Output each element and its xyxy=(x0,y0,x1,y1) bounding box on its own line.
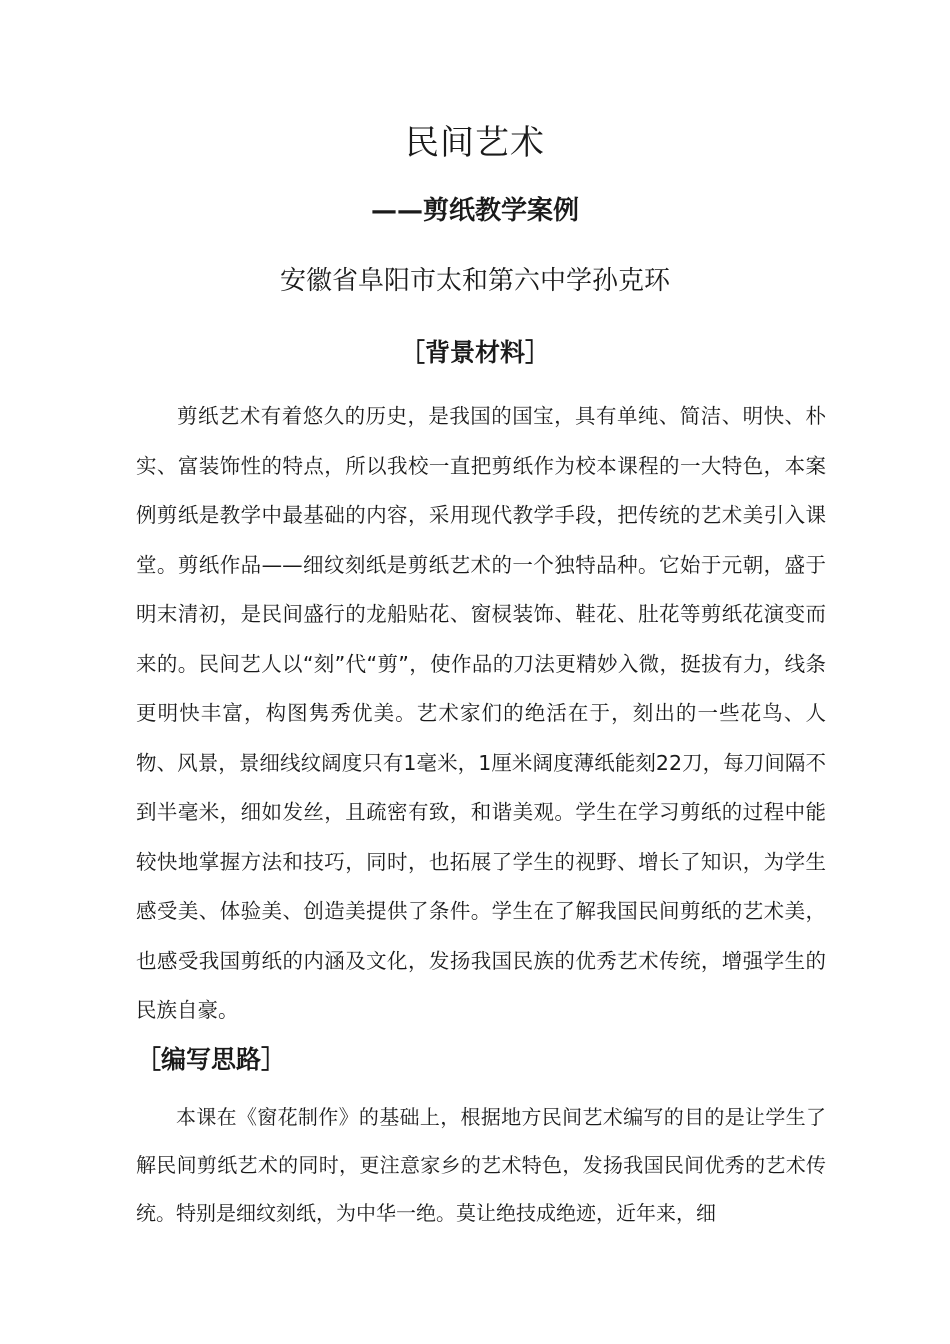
section-heading-background: ［背景材料］ xyxy=(399,338,550,367)
section-heading-writing-approach: ［编写思路］ xyxy=(136,1045,287,1074)
document-subtitle: ——剪纸教学案例 xyxy=(370,196,579,226)
section-body-writing-approach: 本课在《窗花制作》的基础上，根据地方民间艺术编写的目的是让学生了解民间剪纸艺术的同时，更注意家乡的艺术特色，发扬我国民间优秀的艺术传统。特别是细纹刻纸，为中华一绝。莫让绝技成绝迹，近年来，细 xyxy=(136,1105,826,1225)
document-title: 民间艺术 xyxy=(405,123,545,163)
author-line: 安徽省阜阳市太和第六中学孙克环 xyxy=(279,266,670,296)
section-body-background: 剪纸艺术有着悠久的历史，是我国的国宝，具有单纯、简洁、明快、朴实、富装饰性的特点，所以我校一直把剪纸作为校本课程的一大特色，本案例剪纸是教学中最基础的内容，采用现代教学手段，把传统的艺术美引入课堂。剪纸作品——细纹刻纸是剪纸艺术的一个独特品种。它始于元朝，盛于明末清初，是民间盛行的龙船贴花、窗棂装饰、鞋花、肚花等剪纸花演变而来的。民间艺人以“刻”代“剪”，使作品的刀法更精妙入微，挺拔有力，线条更明快丰富，构图隽秀优美。艺术家们的绝活在于，刻出的一些花鸟、人物、风景，景细线纹阔度只有1毫米，1厘米阔度薄纸能刻22刀，每刀间隔不到半毫米，细如发丝，且疏密有致，和谐美观。学生在学习剪纸的过程中能较快地掌握方法和技巧，同时，也拓展了学生的视野、增长了知识，为学生感受美、体验美、创造美提供了条件。学生在了解我国民间剪纸的艺术美，也感受我国剪纸的内涵及文化，发扬我国民族的优秀艺术传统，增强学生的民族自豪。 xyxy=(136,404,826,1022)
